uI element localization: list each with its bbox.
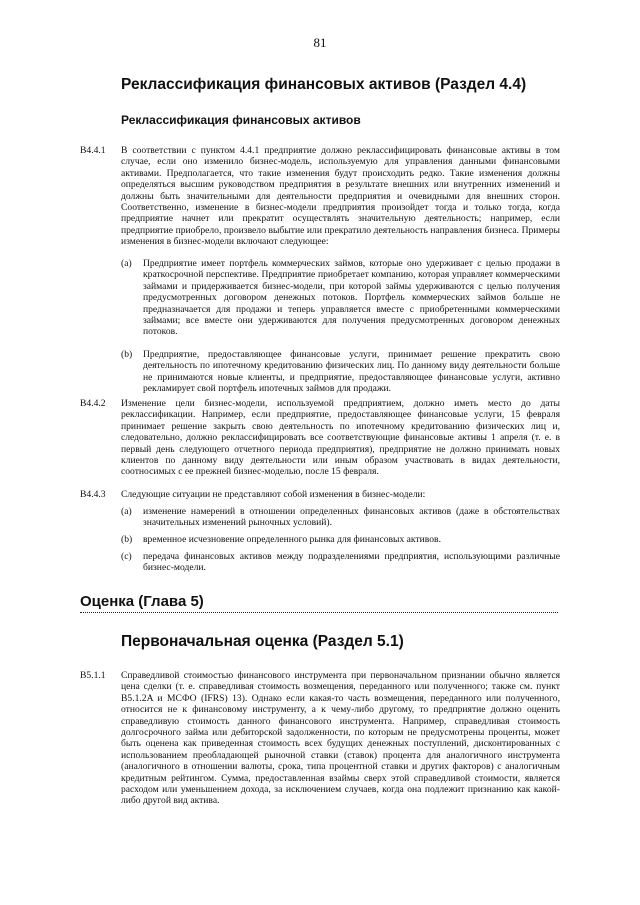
paragraph-number: B5.1.1	[80, 670, 106, 681]
section-title: Реклассификация финансовых активов (Раздел 4.4)	[121, 76, 527, 93]
chapter-title: Оценка (Глава 5)	[80, 593, 204, 610]
list-item-label: (b)	[121, 349, 133, 360]
section-title-2: Первоначальная оценка (Раздел 5.1)	[121, 633, 404, 650]
list-item-text: изменение намерений в отношении определенных финансовых активов (даже в обстоятельствах значительных изменений рыночных условий).	[143, 506, 560, 529]
paragraph-text: В соответствии с пунктом 4.4.1 предприятие должно реклассифицировать финансовые активы в том случае, если оно изменило бизнес-модель, используемую для управления данными финансовыми активами. Предполагается, что такие изменения будут происходить редко. Такие изменения должны определяться высшим руководством предприятия в результате внешних или внутренних изменений и должны быть значительными для деятельности предприятия и очевидными для внешних сторон. Соответственно, изменение в бизнес-модели предприятия произойдет тогда и только тогда, когда предприятие начнет или прекратит осуществлять значительную деятельность; например, если предприятие приобрело, произвело выбытие или прекратило деятельность направления бизнеса. Примеры изменения в бизнес-модели включают следующее:	[121, 145, 560, 248]
paragraph-text: Следующие ситуации не представляют собой изменения в бизнес-модели:	[121, 489, 426, 500]
list-item-label: (a)	[121, 258, 132, 269]
paragraph-number: B4.4.2	[80, 398, 106, 409]
list-item-text: Предприятие имеет портфель коммерческих займов, которые оно удерживает с целью продажи в краткосрочной перспективе. Предприятие приобретает компанию, которая управляет коммерческими займами и придерживается бизнес-модели, при которой займы удерживаются с целью получения предусмотренных договором денежных потоков. Портфель коммерческих займов больше не предназначается для продажи и теперь управляется вместе с приобретенными коммерческими займами; все вместе они удерживаются для получения предусмотренных договором денежных потоков.	[143, 258, 560, 338]
page-number: 81	[313, 35, 327, 50]
list-item-text: передача финансовых активов между подразделениями предприятия, использующими различные бизнес-модели.	[143, 551, 560, 574]
list-item-text: Предприятие, предоставляющее финансовые услуги, принимает решение прекратить свою деятельность по ипотечному кредитованию физических лиц. По данному виду деятельности больше не принимаются новые клиенты, и предприятие, предоставляющее финансовые услуги, активно рекламирует свой портфель ипотечных займов для продажи.	[143, 349, 560, 395]
list-item-label: (c)	[121, 551, 132, 562]
paragraph-number: B4.4.3	[80, 489, 106, 500]
subsection-title: Реклассификация финансовых активов	[121, 113, 361, 127]
paragraph-text: Справедливой стоимостью финансового инструмента при первоначальном признании обычно является цена сделки (т. е. справедливая стоимость возмещения, переданного или полученного; также см. пункт B5.1.2A и МСФО (IFRS) 13). Однако если какая-то часть возмещения, переданного или полученного, относится не к финансовому инструменту, а к чему-либо другому, то предприятие должно оценить справедливую стоимость данного финансового инструмента. Например, справедливая стоимость долгосрочного займа или дебиторской задолженности, по которым не предусмотрены проценты, может быть оценена как приведенная стоимость всех будущих денежных поступлений, дисконтированных с использованием преобладающей рыночной ставки (ставок) процента для аналогичного инструмента (аналогичного в отношении валюты, срока, типа процентной ставки и других факторов) с аналогичным кредитным рейтингом. Сумма, предоставленная взаймы сверх этой справедливой стоимости, является расходом или уменьшением дохода, за исключением случаев, когда она подлежит признанию как какой-либо другой вид актива.	[121, 670, 560, 807]
paragraph-number: B4.4.1	[80, 145, 106, 156]
paragraph-text: Изменение цели бизнес-модели, используемой предприятием, должно иметь место до даты реклассификации. Например, если предприятие, предоставляющее финансовые услуги, 15 февраля принимает решение закрыть свою деятельность по ипотечному кредитованию физических лиц и, следовательно, должно реклассифицировать все соответствующие финансовые активы 1 апреля (т. е. в первый день следующего отчетного периода предприятия), предприятие не должно принимать новых клиентов по данному виду деятельности или иным образом участвовать в видах деятельности, соотносимых с ее прежней бизнес-моделью, после 15 февраля.	[121, 398, 560, 478]
list-item-label: (a)	[121, 506, 132, 517]
chapter-divider	[80, 612, 558, 613]
list-item-label: (b)	[121, 534, 133, 545]
list-item-text: временное исчезновение определенного рынка для финансовых активов.	[143, 534, 441, 545]
